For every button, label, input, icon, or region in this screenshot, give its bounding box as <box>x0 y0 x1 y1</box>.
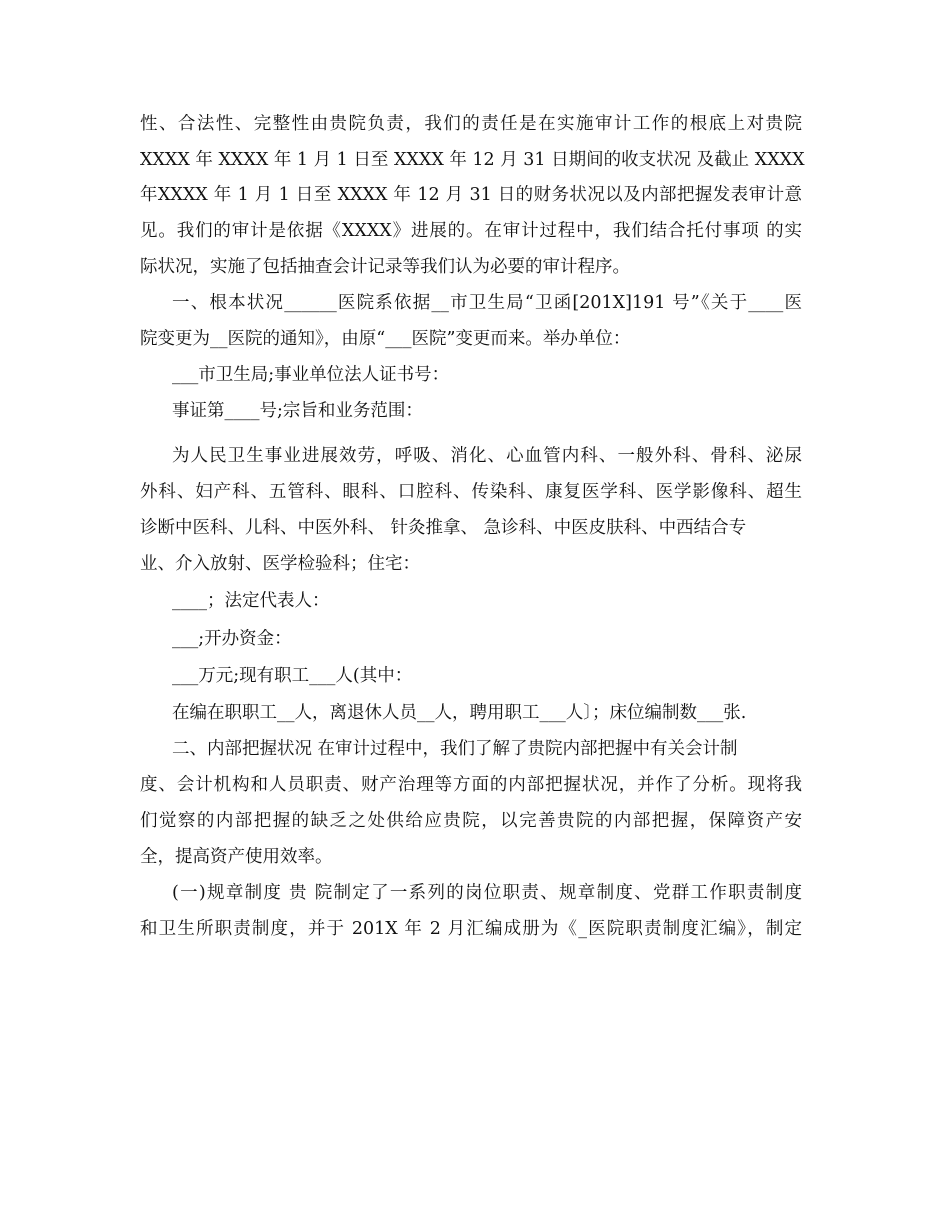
text-line: 外科、妇产科、五管科、眼科、口腔科、传染科、康复医学科、医学影像科、超生 <box>140 482 802 502</box>
text-line: 诊断中医科、儿科、中医外科、 针灸推拿、 急诊科、中医皮肤科、中西结合专 <box>140 518 747 538</box>
text-line: ___万元;现有职工___人(其中： <box>172 666 413 686</box>
text-line: 事证第____号;宗旨和业务范围： <box>172 401 423 421</box>
text-line: 为人民卫生事业进展效劳，呼吸、消化、心血管内科、一般外科、骨科、泌尿 <box>172 446 802 466</box>
text-line: 全，提高资产使用效率。 <box>140 847 333 867</box>
text-line: 见。我们的审计是依据《XXXX》进展的。在审计过程中，我们结合托付事项 的实 <box>140 221 802 241</box>
text-line: 度、会计机构和人员职责、财产治理等方面的内部把握状况，并作了分析。现将我 <box>140 775 802 795</box>
text-line: ___市卫生局;事业单位法人证书号： <box>172 365 450 385</box>
text-line: 院变更为__医院的通知》，由原“___医院”变更而来。举办单位： <box>140 329 631 349</box>
text-line: 和卫生所职责制度，并于 201X 年 2 月汇编成册为《_医院职责制度汇编》，制定 <box>140 919 802 939</box>
text-line: 二、内部把握状况 在审计过程中，我们了解了贵院内部把握中有关会计制 <box>172 739 738 759</box>
text-line: (一)规章制度 贵 院制定了一系列的岗位职责、规章制度、党群工作职责制度 <box>172 883 802 903</box>
text-line: 年XXXX 年 1 月 1 日至 XXXX 年 12 月 31 日的财务状况以及内部把握发表审计意 <box>140 185 802 205</box>
text-line: 际状况，实施了包括抽查会计记录等我们认为必要的审计程序。 <box>140 257 630 277</box>
text-line: 一、根本状况______医院系依据__市卫生局“卫函[201X]191 号”《关于____医 <box>172 293 802 313</box>
text-line: ____；法定代表人： <box>172 591 330 611</box>
text-line: ___;开办资金： <box>172 629 292 649</box>
text-line: 业、介入放射、医学检验科；住宅： <box>140 554 420 574</box>
text-line: 性、合法性、完整性由贵院负责，我们的责任是在实施审计工作的根底上对贵院 <box>140 114 802 134</box>
text-line: 们觉察的内部把握的缺乏之处供给应贵院，以完善贵院的内部把握，保障资产安 <box>140 811 802 831</box>
text-line: 在编在职职工__人，离退休人员__人，聘用职工___人〕；床位编制数___张. <box>172 703 747 723</box>
text-line: XXXX 年 XXXX 年 1 月 1 日至 XXXX 年 12 月 31 日期间的收支状况 及截止 XXXX <box>140 150 805 170</box>
